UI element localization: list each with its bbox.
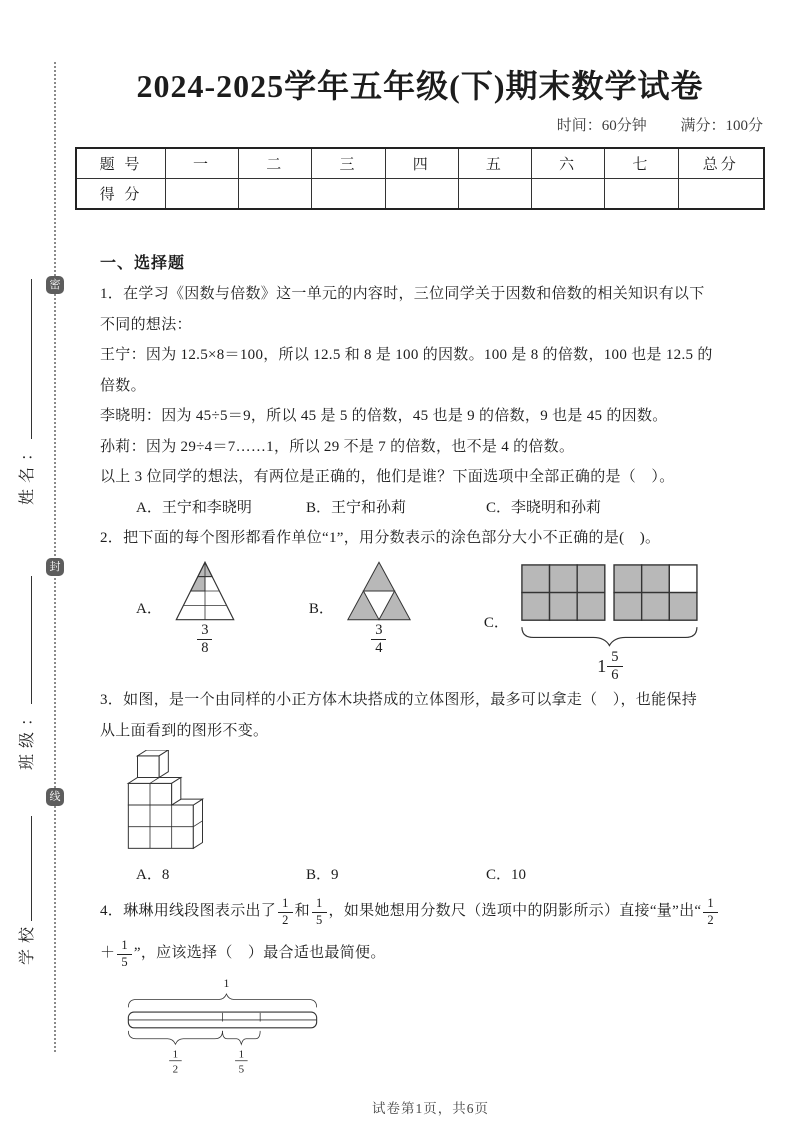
score-row-label: 得 分 (76, 179, 165, 210)
q2-fraction-a: 3 8 (197, 623, 212, 656)
full-score: 满分：100分 (680, 118, 763, 134)
q2-figure-a (136, 559, 242, 656)
q4-inline-fraction: $\frac{1}{5}$ (312, 897, 327, 926)
score-header-cell: 二 (239, 148, 312, 179)
score-table-header-row (76, 148, 764, 179)
name-blank-line (16, 279, 32, 439)
svg-text:1: 1 (238, 1049, 245, 1062)
q1-line: 王宁：因为 12.5×8＝100，所以 12.5 和 8 是 100 的因数。100 是 8 的倍数，100 也是 12.5 的 (100, 347, 713, 363)
tape-diagram-figure (120, 976, 325, 1078)
score-cell (312, 179, 385, 210)
q3-option-b: B．9 (306, 867, 339, 884)
q3-line: 从上面看到的图形不变。 (100, 722, 269, 739)
grid-c-figure (515, 559, 705, 648)
class-blank-line (16, 576, 32, 704)
score-cell (385, 179, 458, 210)
diagram-total-label: 1 (223, 977, 230, 991)
q2-mixed-number-c: 1 5 6 (597, 650, 622, 683)
score-cell (239, 179, 312, 210)
class-field (14, 576, 37, 770)
q2-fraction-b: 3 4 (371, 623, 386, 656)
q4-diagram-wrap (120, 976, 761, 1083)
q4-inline-fraction: $\frac{1}{2}$ (703, 897, 718, 926)
seal-dotted-line (54, 62, 56, 1052)
q1-line: 孙莉：因为 29÷4＝7……1，所以 29 不是 7 的倍数，也不是 4 的倍数。 (100, 438, 575, 455)
school-label: 学校 (19, 920, 36, 965)
q2-figure-a-label: A． (136, 601, 162, 618)
seal-badge-xian: 线 (46, 788, 64, 806)
section-heading: 一、选择题 (100, 255, 186, 272)
q3-option-c: C．10 (486, 867, 527, 884)
page-footer: 试卷第1页，共6页 (372, 1101, 489, 1117)
class-label: 班级： (19, 703, 36, 770)
q1-options (100, 493, 761, 523)
score-header-cell: 六 (532, 148, 605, 179)
q3-options (100, 860, 761, 890)
score-cell (165, 179, 238, 210)
cube-stack-figure (120, 750, 220, 855)
q2-figure-b-label: B． (308, 601, 334, 618)
q2-figure-c (484, 559, 705, 683)
score-cell (678, 179, 764, 210)
q2-figure-c-label: C． (483, 614, 509, 631)
q1-option-a: A．王宁和李晓明 (136, 499, 252, 516)
triangle-b-figure (340, 559, 418, 623)
score-table (75, 147, 765, 210)
q3-cube-figure-wrap (120, 750, 761, 860)
q1-line: 1．在学习《因数与倍数》这一单元的内容时，三位同学关于因数和倍数的相关知识有以下 (100, 286, 705, 302)
diagram-half-fraction (169, 1049, 182, 1076)
q4-line-1: 4．琳琳用线段图表示出了 $\frac{1}{2}$ 和 $\frac{1}{5}$ ，如果她想用分数尺（选项中的阴影所示）直接“量”出“ $\frac{1}{2}$ (100, 890, 761, 932)
q1-line: 不同的想法： (100, 316, 192, 333)
svg-text:2: 2 (172, 1063, 179, 1076)
name-label: 姓名： (19, 438, 36, 505)
score-header-cell: 四 (385, 148, 458, 179)
name-field (14, 279, 37, 505)
score-cell (532, 179, 605, 210)
q1-line: 李晓明：因为 45÷5＝9，所以 45 是 5 的倍数，45 也是 9 的倍数，9 也是 45 的因数。 (100, 408, 668, 424)
score-header-cell: 三 (312, 148, 385, 179)
questions-body (100, 250, 761, 1117)
q1-option-c: C．李晓明和孙莉 (486, 499, 602, 516)
score-header-cell: 五 (458, 148, 531, 179)
exam-title: 2024-2025学年五年级(下)期末数学试卷 (136, 68, 704, 104)
school-field (14, 816, 37, 965)
q4-inline-fraction: $\frac{1}{2}$ (278, 897, 293, 926)
exam-meta (75, 114, 765, 135)
exam-content (75, 55, 765, 1117)
svg-text:5: 5 (238, 1063, 245, 1076)
score-header-cell: 题 号 (76, 148, 165, 179)
q3-line: 3．如图，是一个由同样的小正方体木块搭成的立体图形，最多可以拿走（ ），也能保持 (100, 692, 698, 709)
triangle-a-figure (168, 559, 242, 623)
seal-badge-mi: 密 (46, 276, 64, 294)
q1-option-b: B．王宁和孙莉 (306, 499, 407, 516)
score-cell (458, 179, 531, 210)
q4-line-2: ＋ $\frac{1}{5}$ ”，应该选择（ ）最合适也最简便。 (100, 938, 386, 969)
score-table-score-row (76, 179, 764, 210)
score-cell (605, 179, 678, 210)
score-header-cell: 一 (165, 148, 238, 179)
q2-figure-b (309, 559, 418, 656)
score-header-cell: 七 (605, 148, 678, 179)
q3-option-a: A．8 (136, 867, 170, 884)
seal-badge-feng: 封 (46, 558, 64, 576)
diagram-fifth-fraction (235, 1049, 248, 1076)
q4-inline-fraction: $\frac{1}{5}$ (117, 939, 132, 968)
school-blank-line (16, 816, 32, 921)
q2-stem: 2．把下面的每个图形都看作单位“1”，用分数表示的涂色部分大小不正确的是( )。 (100, 529, 661, 546)
q1-line: 倍数。 (100, 377, 146, 394)
time-limit: 时间：60分钟 (556, 118, 647, 134)
q1-line: 以上 3 位同学的想法，有两位是正确的，他们是谁？下面选项中全部正确的是（ ）。 (100, 469, 675, 485)
svg-text:1: 1 (172, 1049, 179, 1062)
score-header-cell: 总分 (678, 148, 764, 179)
q2-figures (100, 559, 761, 683)
